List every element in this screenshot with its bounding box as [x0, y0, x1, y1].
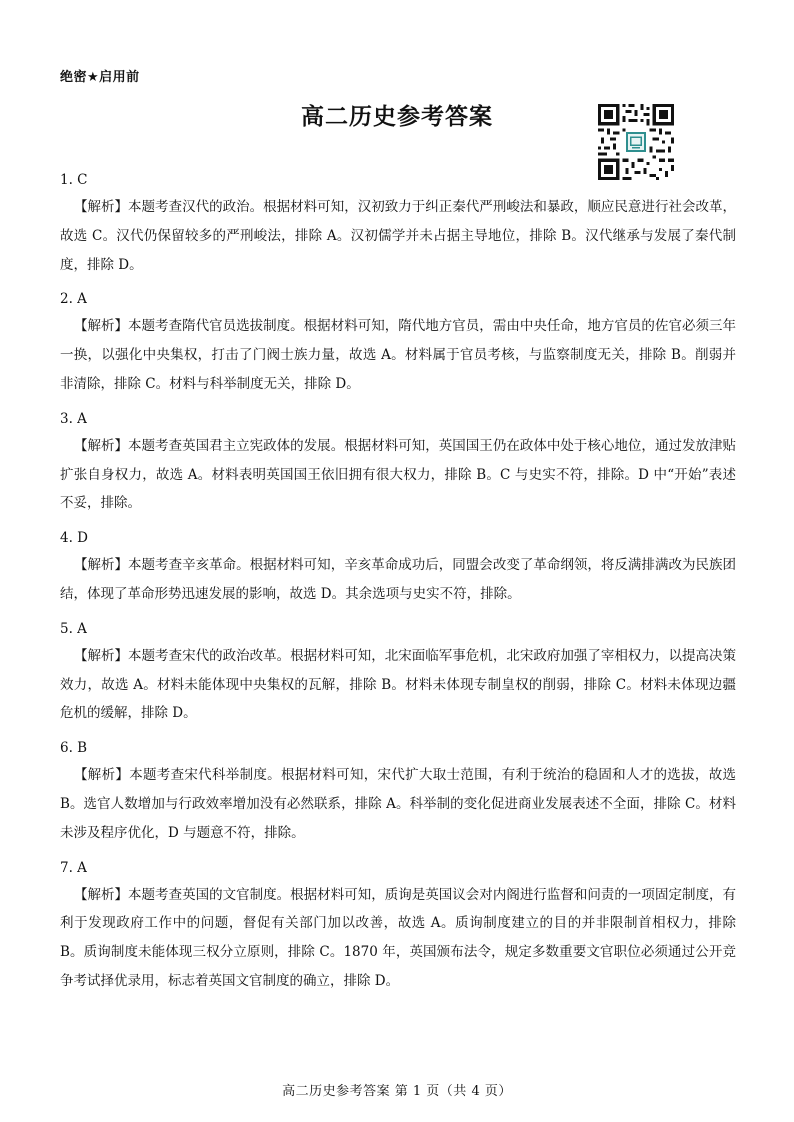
answer-item: [60, 525, 736, 609]
answer-explanation: 【解析】本题考查隋代官员选拔制度。根据材料可知，隋代地方官员，需由中央任命，地方官员的佐官必须三年一换，以强化中央集权，打击了门阀士族力量，故选 A。材料属于官员考核，与监察制度无关，排除 B。削弱并非清除，排除 C。材料与科举制度无关，排除 D。: [60, 318, 736, 392]
answer-list: [60, 167, 736, 1003]
answer-item: [60, 286, 736, 398]
answer-explanation: 【解析】本题考查英国的文官制度。根据材料可知，质询是英国议会对内阁进行监督和问责的一项固定制度，有利于发现政府工作中的问题，督促有关部门加以改善，故选 A。质询制度建立的目的并非限制首相权力，排除 B。质询制度未能体现三权分立原则，排除 C。1870 年，英国颁布法令，规定多数重要文官职位必须通过公开竞争考试择优录用，标志着英国文官制度的确立，排除 D。: [60, 886, 736, 989]
answer-item: [60, 616, 736, 728]
question-number: 2. A: [60, 291, 87, 308]
answer-explanation: 【解析】本题考查汉代的政治。根据材料可知，汉初致力于纠正秦代严刑峻法和暴政，顺应民意进行社会改革，故选 C。汉代仍保留较多的严刑峻法，排除 A。汉初儒学并未占据主导地位，排除 B。汉代继承与发展了秦代制度，排除 D。: [60, 199, 736, 273]
question-number: 4. D: [60, 530, 88, 547]
answer-item: [60, 167, 736, 279]
answer-item: [60, 406, 736, 518]
confidential-label: 绝密★启用前: [60, 70, 140, 85]
answer-item: [60, 735, 736, 847]
question-number: 6. B: [60, 740, 88, 757]
question-number: 3. A: [60, 410, 87, 427]
question-number: 1. C: [60, 172, 88, 188]
answer-explanation: 【解析】本题考查英国君主立宪政体的发展。根据材料可知，英国国王仍在政体中处于核心地位，通过发放津贴扩张自身权力，故选 A。材料表明英国国王依旧拥有很大权力，排除 B。C 与史实不符，排除。D 中“开始”表述不妥，排除。: [60, 437, 736, 512]
question-number: 5. A: [60, 620, 87, 637]
page-footer: 高二历史参考答案 第 1 页（共 4 页）: [282, 1084, 512, 1099]
page-title: 高二历史参考答案: [301, 104, 493, 130]
answer-explanation: 【解析】本题考查宋代科举制度。根据材料可知，宋代扩大取士范围，有利于统治的稳固和人才的选拔，故选 B。选官人数增加与行政效率增加没有必然联系，排除 A。科举制的变化促进商业发展表述不全面，排除 C。材料未涉及程序优化，D 与题意不符，排除。: [60, 767, 736, 841]
answer-explanation: 【解析】本题考查辛亥革命。根据材料可知，辛亥革命成功后，同盟会改变了革命纲领，将反满排满改为民族团结，体现了革命形势迅速发展的影响，故选 D。其余选项与史实不符，排除。: [60, 557, 736, 602]
answer-item: [60, 855, 736, 996]
answer-explanation: 【解析】本题考查宋代的政治改革。根据材料可知，北宋面临军事危机，北宋政府加强了宰相权力，以提高决策效力，故选 A。材料未能体现中央集权的瓦解，排除 B。材料未体现专制皇权的削弱，排除 C。材料未体现边疆危机的缓解，排除 D。: [60, 647, 736, 722]
question-number: 7. A: [60, 859, 87, 876]
